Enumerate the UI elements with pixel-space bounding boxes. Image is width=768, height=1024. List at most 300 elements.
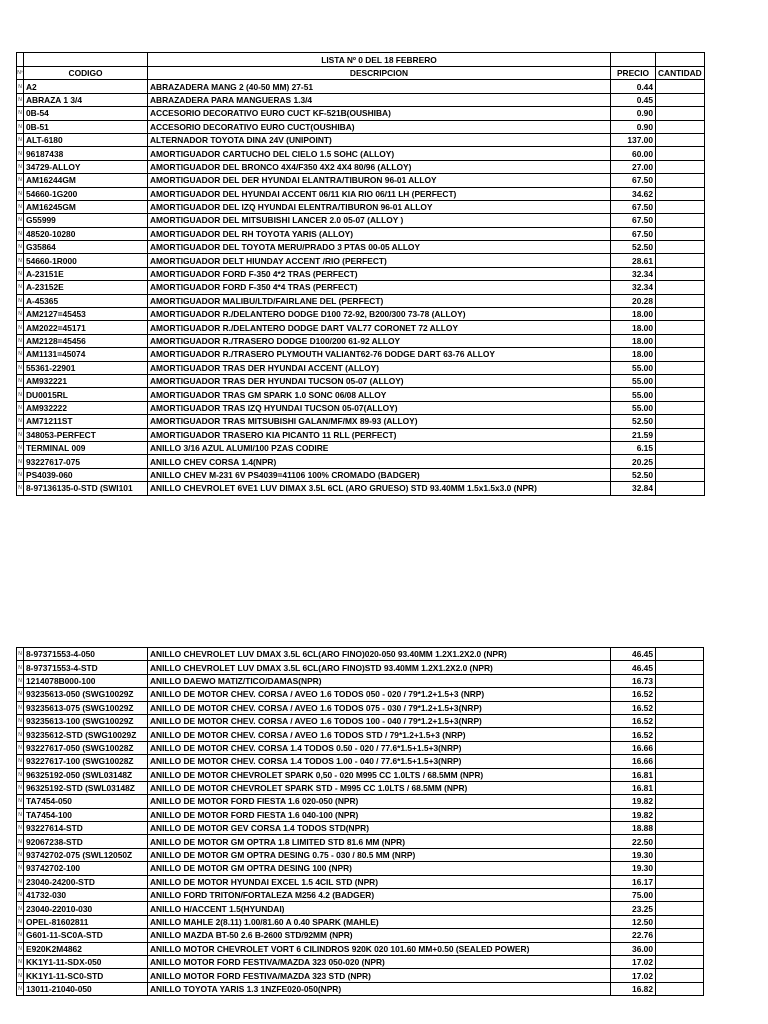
cantidad-cell[interactable] [656, 795, 704, 808]
codigo-cell: ALT-6180 [24, 133, 148, 146]
row-number-cell: N [17, 120, 24, 133]
row-number-cell: N [17, 374, 24, 387]
precio-cell: 6.15 [611, 441, 656, 454]
cantidad-cell[interactable] [656, 482, 705, 495]
codigo-cell: 93227617-075 [24, 455, 148, 468]
codigo-cell: KK1Y1-11-SDX-050 [24, 955, 148, 968]
row-number-cell: N [17, 822, 24, 835]
descripcion-cell: AMORTIGUADOR TRAS GM SPARK 1.0 SONC 06/08 ALLOY [148, 388, 611, 401]
codigo-cell: 93235612-STD (SWG10029Z [24, 728, 148, 741]
precio-cell: 20.28 [611, 294, 656, 307]
table-row [17, 728, 704, 741]
descripcion-cell: AMORTIGUADOR TRAS DER HYUNDAI TUCSON 05-07 (ALLOY) [148, 374, 611, 387]
descripcion-cell: ANILLO DE MOTOR GM OPTRA 1.8 LIMITED STD 81.6 MM (NPR) [148, 835, 611, 848]
title-cell-n [17, 53, 24, 67]
row-number-cell: N [17, 187, 24, 200]
table-row [17, 862, 704, 875]
table-row [17, 241, 705, 254]
row-number-cell: N [17, 281, 24, 294]
descripcion-cell: ACCESORIO DECORATIVO EURO CUCT(OUSHIBA) [148, 120, 611, 133]
descripcion-cell: AMORTIGUADOR R./TRASERO DODGE D100/200 61-92 ALLOY [148, 334, 611, 347]
precio-cell: 55.00 [611, 388, 656, 401]
row-number-cell: N [17, 929, 24, 942]
cantidad-cell[interactable] [656, 728, 704, 741]
codigo-cell: 96187438 [24, 147, 148, 160]
precio-cell: 0.90 [611, 107, 656, 120]
table-row [17, 200, 705, 213]
table-row [17, 982, 704, 995]
row-number-cell: N [17, 428, 24, 441]
descripcion-cell: ANILLO MOTOR FORD FESTIVA/MAZDA 323 050-020 (NPR) [148, 955, 611, 968]
codigo-cell: 8-97371553-4-STD [24, 661, 148, 674]
descripcion-cell: AMORTIGUADOR FORD F-350 4*4 TRAS (PERFECT) [148, 281, 611, 294]
cantidad-cell[interactable] [656, 862, 704, 875]
cantidad-cell[interactable] [656, 955, 704, 968]
codigo-cell: 93235613-100 (SWG10029Z [24, 714, 148, 727]
descripcion-cell: AMORTIGUADOR DEL MITSUBISHI LANCER 2.0 05-07 (ALLOY ) [148, 214, 611, 227]
descripcion-cell: ANILLO MAZDA BT-50 2.6 B-2600 STD/92MM (NPR) [148, 929, 611, 942]
table-row [17, 254, 705, 267]
precio-cell: 18.00 [611, 334, 656, 347]
table-row [17, 455, 705, 468]
table-row [17, 187, 705, 200]
table-row [17, 714, 704, 727]
descripcion-cell: ANILLO DE MOTOR CHEV. CORSA / AVEO 1.6 TODOS 050 - 020 / 79*1.2+1.5+3 (NRP) [148, 688, 611, 701]
row-number-cell: N [17, 174, 24, 187]
precio-cell: 55.00 [611, 361, 656, 374]
codigo-cell: 348053-PERFECT [24, 428, 148, 441]
cantidad-cell[interactable] [656, 187, 705, 200]
col-header-precio: PRECIO [611, 67, 656, 80]
table-row [17, 267, 705, 280]
precio-cell: 16.52 [611, 701, 656, 714]
precio-cell: 67.50 [611, 214, 656, 227]
table-row [17, 374, 705, 387]
descripcion-cell: ANILLO CHEVROLET LUV DMAX 3.5L 6CL(ARO FINO)020-050 93.40MM 1.2X1.2X2.0 (NPR) [148, 648, 611, 661]
table-row [17, 174, 705, 187]
codigo-cell: 93227617-100 (SWG10028Z [24, 755, 148, 768]
descripcion-cell: ANILLO DE MOTOR HYUNDAI EXCEL 1.5 4CIL STD (NPR) [148, 875, 611, 888]
precio-cell: 32.34 [611, 267, 656, 280]
precio-cell: 55.00 [611, 401, 656, 414]
cantidad-cell[interactable] [656, 942, 704, 955]
descripcion-cell: AMORTIGUADOR DEL DER HYUNDAI ELANTRA/TIBURON 96-01 ALLOY [148, 174, 611, 187]
precio-cell: 67.50 [611, 174, 656, 187]
codigo-cell: 13011-21040-050 [24, 982, 148, 995]
precio-cell: 22.50 [611, 835, 656, 848]
codigo-cell: AM71211ST [24, 415, 148, 428]
descripcion-cell: AMORTIGUADOR TRASERO KIA PICANTO 11 RLL (PERFECT) [148, 428, 611, 441]
table-row [17, 648, 704, 661]
codigo-cell: AM932221 [24, 374, 148, 387]
row-number-cell: N [17, 714, 24, 727]
title-cell-codigo [24, 53, 148, 67]
row-number-cell: N [17, 294, 24, 307]
title-cell-precio [611, 53, 656, 67]
descripcion-cell: AMORTIGUADOR TRAS IZQ HYUNDAI TUCSON 05-07(ALLOY) [148, 401, 611, 414]
precio-cell: 21.59 [611, 428, 656, 441]
cantidad-cell[interactable] [656, 388, 705, 401]
descripcion-cell: ANILLO MOTOR CHEVROLET VORT 6 CILINDROS 920K 020 101.60 MM+0.50 (SEALED POWER) [148, 942, 611, 955]
table-row [17, 214, 705, 227]
precio-cell: 16.52 [611, 714, 656, 727]
codigo-cell: TERMINAL 009 [24, 441, 148, 454]
descripcion-cell: ANILLO DE MOTOR CHEV. CORSA / AVEO 1.6 TODOS 100 - 040 / 79*1.2+1.5+3(NRP) [148, 714, 611, 727]
row-number-cell: N [17, 361, 24, 374]
descripcion-cell: AMORTIGUADOR TRAS DER HYUNDAI ACCENT (ALLOY) [148, 361, 611, 374]
cantidad-cell[interactable] [656, 714, 704, 727]
cantidad-cell[interactable] [656, 755, 704, 768]
table-row [17, 889, 704, 902]
codigo-cell: TA7454-100 [24, 808, 148, 821]
codigo-cell: 93742702-100 [24, 862, 148, 875]
codigo-cell: A-45365 [24, 294, 148, 307]
cantidad-cell[interactable] [656, 80, 705, 93]
descripcion-cell: ANILLO DAEWO MATIZ/TICO/DAMAS(NPR) [148, 674, 611, 687]
cantidad-cell[interactable] [656, 227, 705, 240]
table-row [17, 902, 704, 915]
precio-cell: 16.81 [611, 768, 656, 781]
table-row [17, 942, 704, 955]
descripcion-cell: ANILLO DE MOTOR CHEV. CORSA 1.4 TODOS 0.50 - 020 / 77.6*1.5+1.5+3(NRP) [148, 741, 611, 754]
codigo-cell: A-23152E [24, 281, 148, 294]
precio-cell: 75.00 [611, 889, 656, 902]
codigo-cell: AM1131=45074 [24, 348, 148, 361]
cantidad-cell[interactable] [656, 982, 704, 995]
descripcion-cell: ANILLO CHEV CORSA 1.4(NPR) [148, 455, 611, 468]
table-row [17, 848, 704, 861]
precio-cell: 67.50 [611, 200, 656, 213]
row-number-cell: N [17, 741, 24, 754]
precio-cell: 60.00 [611, 147, 656, 160]
codigo-cell: 23040-24200-STD [24, 875, 148, 888]
cantidad-cell[interactable] [656, 688, 704, 701]
col-header-cantidad: CANTIDAD [656, 67, 705, 80]
cantidad-cell[interactable] [656, 174, 705, 187]
table-row [17, 415, 705, 428]
descripcion-cell: AMORTIGUADOR R./TRASERO PLYMOUTH VALIANT62-76 DODGE DART 63-76 ALLOY [148, 348, 611, 361]
precio-cell: 16.17 [611, 875, 656, 888]
table-row [17, 281, 705, 294]
codigo-cell: AM16245GM [24, 200, 148, 213]
table-row [17, 294, 705, 307]
table-row [17, 661, 704, 674]
descripcion-cell: ANILLO 3/16 AZUL ALUMI/100 PZAS CODIRE [148, 441, 611, 454]
codigo-cell: AM16244GM [24, 174, 148, 187]
precio-cell: 0.45 [611, 93, 656, 106]
table-row [17, 401, 705, 414]
codigo-cell: 8-97136135-0-STD (SWI101 [24, 482, 148, 495]
descripcion-cell: AMORTIGUADOR DEL RH TOYOTA YARIS (ALLOY) [148, 227, 611, 240]
precio-cell: 16.81 [611, 781, 656, 794]
codigo-cell: 0B-51 [24, 120, 148, 133]
price-list-table-2 [16, 647, 704, 996]
cantidad-cell[interactable] [656, 648, 704, 661]
codigo-cell: PS4039-060 [24, 468, 148, 481]
cantidad-cell[interactable] [656, 428, 705, 441]
table-row [17, 348, 705, 361]
descripcion-cell: ANILLO DE MOTOR CHEVROLET SPARK 0,50 - 020 M995 CC 1.0LTS / 68.5MM (NPR) [148, 768, 611, 781]
precio-cell: 46.45 [611, 661, 656, 674]
row-number-cell: N [17, 482, 24, 495]
table-row [17, 133, 705, 146]
cantidad-cell[interactable] [656, 361, 705, 374]
list-title: LISTA Nº 0 DEL 18 FEBRERO [148, 53, 611, 67]
row-number-cell: N [17, 648, 24, 661]
descripcion-cell: ANILLO DE MOTOR FORD FIESTA 1.6 040-100 (NPR) [148, 808, 611, 821]
codigo-cell: 93227614-STD [24, 822, 148, 835]
descripcion-cell: AMORTIGUADOR DEL HYUNDAI ACCENT 06/11 KIA RIO 06/11 LH (PERFECT) [148, 187, 611, 200]
table-row [17, 755, 704, 768]
codigo-cell: AM2128=45456 [24, 334, 148, 347]
row-number-cell: N [17, 321, 24, 334]
table-row [17, 107, 705, 120]
table-row [17, 688, 704, 701]
cantidad-cell[interactable] [656, 374, 705, 387]
precio-cell: 20.25 [611, 455, 656, 468]
descripcion-cell: ANILLO FORD TRITON/FORTALEZA M256 4.2 (BADGER) [148, 889, 611, 902]
descripcion-cell: ANILLO H/ACCENT 1.5(HYUNDAI) [148, 902, 611, 915]
row-number-cell: N [17, 348, 24, 361]
precio-cell: 16.66 [611, 755, 656, 768]
descripcion-cell: ANILLO DE MOTOR GM OPTRA DESING 100 (NPR) [148, 862, 611, 875]
codigo-cell: KK1Y1-11-SC0-STD [24, 969, 148, 982]
row-number-cell: N [17, 915, 24, 928]
descripcion-cell: AMORTIGUADOR TRAS MITSUBISHI GALAN/MF/MX 89-93 (ALLOY) [148, 415, 611, 428]
row-number-cell: N [17, 795, 24, 808]
cantidad-cell[interactable] [656, 889, 704, 902]
codigo-cell: 55361-22901 [24, 361, 148, 374]
precio-cell: 23.25 [611, 902, 656, 915]
precio-cell: 19.82 [611, 795, 656, 808]
table-row [17, 969, 704, 982]
table-row [17, 875, 704, 888]
cantidad-cell[interactable] [656, 468, 705, 481]
table-row [17, 795, 704, 808]
codigo-cell: 41732-030 [24, 889, 148, 902]
cantidad-cell[interactable] [656, 214, 705, 227]
cantidad-cell[interactable] [656, 661, 704, 674]
table-row [17, 955, 704, 968]
table-row [17, 741, 704, 754]
row-number-cell: N [17, 862, 24, 875]
cantidad-cell[interactable] [656, 241, 705, 254]
descripcion-cell: AMORTIGUADOR DEL BRONCO 4X4/F350 4X2 4X4 80/96 (ALLOY) [148, 160, 611, 173]
cantidad-cell[interactable] [656, 348, 705, 361]
codigo-cell: A2 [24, 80, 148, 93]
table-row [17, 441, 705, 454]
precio-cell: 18.00 [611, 321, 656, 334]
descripcion-cell: AMORTIGUADOR R./DELANTERO DODGE DART VAL77 CORONET 72 ALLOY [148, 321, 611, 334]
precio-cell: 18.88 [611, 822, 656, 835]
precio-cell: 28.61 [611, 254, 656, 267]
row-number-cell: N [17, 214, 24, 227]
cantidad-cell[interactable] [656, 200, 705, 213]
table-row [17, 768, 704, 781]
precio-cell: 55.00 [611, 374, 656, 387]
codigo-cell: 96325192-050 (SWL03148Z [24, 768, 148, 781]
row-number-cell: N [17, 133, 24, 146]
descripcion-cell: ANILLO DE MOTOR CHEV. CORSA 1.4 TODOS 1.00 - 040 / 77.6*1.5+1.5+3(NRP) [148, 755, 611, 768]
descripcion-cell: ANILLO DE MOTOR GEV CORSA 1.4 TODOS STD(NPR) [148, 822, 611, 835]
descripcion-cell: ACCESORIO DECORATIVO EURO CUCT KF-521B(OUSHIBA) [148, 107, 611, 120]
descripcion-cell: ANILLO DE MOTOR CHEV. CORSA / AVEO 1.6 TODOS 075 - 030 / 79*1.2+1.5+3(NRP) [148, 701, 611, 714]
precio-cell: 19.30 [611, 862, 656, 875]
table-row [17, 929, 704, 942]
cantidad-cell[interactable] [656, 107, 705, 120]
precio-cell: 16.82 [611, 982, 656, 995]
table-row [17, 428, 705, 441]
cantidad-cell[interactable] [656, 334, 705, 347]
table-row [17, 334, 705, 347]
cantidad-cell[interactable] [656, 848, 704, 861]
row-number-cell: N [17, 982, 24, 995]
cantidad-cell[interactable] [656, 415, 705, 428]
cantidad-cell[interactable] [656, 674, 704, 687]
cantidad-cell[interactable] [656, 160, 705, 173]
table-row [17, 321, 705, 334]
row-number-cell: N [17, 955, 24, 968]
table-row [17, 120, 705, 133]
codigo-cell: 92067238-STD [24, 835, 148, 848]
row-number-cell: N [17, 755, 24, 768]
row-number-cell: N [17, 267, 24, 280]
cantidad-cell[interactable] [656, 701, 704, 714]
cantidad-cell[interactable] [656, 93, 705, 106]
cantidad-cell[interactable] [656, 915, 704, 928]
cantidad-cell[interactable] [656, 401, 705, 414]
row-number-cell: N [17, 468, 24, 481]
cantidad-cell[interactable] [656, 929, 704, 942]
codigo-cell: G55999 [24, 214, 148, 227]
cantidad-cell[interactable] [656, 741, 704, 754]
descripcion-cell: AMORTIGUADOR R./DELANTERO DODGE D100 72-92, B200/300 73-78 (ALLOY) [148, 308, 611, 321]
table-row [17, 808, 704, 821]
col-header-codigo: CODIGO [24, 67, 148, 80]
precio-cell: 16.66 [611, 741, 656, 754]
row-number-cell: N [17, 388, 24, 401]
codigo-cell: 54660-1G200 [24, 187, 148, 200]
descripcion-cell: ANILLO CHEVROLET 6VE1 LUV DIMAX 3.5L 6CL (ARO GRUESO) STD 93.40MM 1.5x1.5x3.0 (NPR) [148, 482, 611, 495]
row-number-cell: N [17, 969, 24, 982]
row-number-cell: N [17, 241, 24, 254]
codigo-cell: A-23151E [24, 267, 148, 280]
descripcion-cell: AMORTIGUADOR DELT HIUNDAY ACCENT /RIO (PERFECT) [148, 254, 611, 267]
cantidad-cell[interactable] [656, 969, 704, 982]
precio-cell: 17.02 [611, 955, 656, 968]
cantidad-cell[interactable] [656, 254, 705, 267]
title-row [17, 53, 705, 67]
title-cell-cantidad [656, 53, 705, 67]
cantidad-cell[interactable] [656, 321, 705, 334]
cantidad-cell[interactable] [656, 308, 705, 321]
table-row [17, 835, 704, 848]
precio-cell: 67.50 [611, 227, 656, 240]
cantidad-cell[interactable] [656, 835, 704, 848]
cantidad-cell[interactable] [656, 267, 705, 280]
descripcion-cell: ANILLO MAHLE 2(8.11) 1.00/81.60 A 0.40 SPARK (MAHLE) [148, 915, 611, 928]
codigo-cell: G35864 [24, 241, 148, 254]
cantidad-cell[interactable] [656, 902, 704, 915]
cantidad-cell[interactable] [656, 781, 704, 794]
row-number-cell: N [17, 200, 24, 213]
codigo-cell: DU0015RL [24, 388, 148, 401]
col-header-descripcion: DESCRIPCION [148, 67, 611, 80]
precio-cell: 16.73 [611, 674, 656, 687]
codigo-cell: AM2127=45453 [24, 308, 148, 321]
cantidad-cell[interactable] [656, 875, 704, 888]
descripcion-cell: ABRAZADERA MANG 2 (40-50 MM) 27-51 [148, 80, 611, 93]
row-number-cell: N [17, 80, 24, 93]
table-row [17, 468, 705, 481]
table-row [17, 482, 705, 495]
codigo-cell: 48520-10280 [24, 227, 148, 240]
table-row [17, 674, 704, 687]
cantidad-cell[interactable] [656, 808, 704, 821]
cantidad-cell[interactable] [656, 281, 705, 294]
table-row [17, 147, 705, 160]
precio-cell: 0.90 [611, 120, 656, 133]
header-row [17, 67, 705, 80]
precio-cell: 18.00 [611, 308, 656, 321]
cantidad-cell[interactable] [656, 822, 704, 835]
table-row [17, 93, 705, 106]
codigo-cell: 93742702-075 (SWL12050Z [24, 848, 148, 861]
row-number-cell: N [17, 728, 24, 741]
table-row [17, 822, 704, 835]
precio-cell: 46.45 [611, 648, 656, 661]
cantidad-cell[interactable] [656, 147, 705, 160]
precio-cell: 27.00 [611, 160, 656, 173]
cantidad-cell[interactable] [656, 768, 704, 781]
row-number-cell: N [17, 401, 24, 414]
col-header-n: Nº [17, 67, 24, 80]
precio-cell: 32.84 [611, 482, 656, 495]
row-number-cell: N [17, 455, 24, 468]
codigo-cell: G601-11-SC0A-STD [24, 929, 148, 942]
cantidad-cell[interactable] [656, 133, 705, 146]
precio-cell: 137.00 [611, 133, 656, 146]
table-row [17, 361, 705, 374]
cantidad-cell[interactable] [656, 441, 705, 454]
descripcion-cell: ANILLO DE MOTOR GM OPTRA DESING 0.75 - 030 / 80.5 MM (NRP) [148, 848, 611, 861]
row-number-cell: N [17, 441, 24, 454]
row-number-cell: N [17, 848, 24, 861]
precio-cell: 0.44 [611, 80, 656, 93]
descripcion-cell: AMORTIGUADOR DEL IZQ HYUNDAI ELENTRA/TIBURON 96-01 ALLOY [148, 200, 611, 213]
descripcion-cell: AMORTIGUADOR MALIBU/LTD/FAIRLANE DEL (PERFECT) [148, 294, 611, 307]
descripcion-cell: ANILLO CHEVROLET LUV DMAX 3.5L 6CL(ARO FINO)STD 93.40MM 1.2X1.2X2.0 (NPR) [148, 661, 611, 674]
descripcion-cell: ALTERNADOR TOYOTA DINA 24V (UNIPOINT) [148, 133, 611, 146]
row-number-cell: N [17, 902, 24, 915]
cantidad-cell[interactable] [656, 294, 705, 307]
codigo-cell: AM932222 [24, 401, 148, 414]
codigo-cell: 34729-ALLOY [24, 160, 148, 173]
precio-cell: 16.52 [611, 728, 656, 741]
cantidad-cell[interactable] [656, 455, 705, 468]
descripcion-cell: AMORTIGUADOR CARTUCHO DEL CIELO 1.5 SOHC (ALLOY) [148, 147, 611, 160]
row-number-cell: N [17, 415, 24, 428]
row-number-cell: N [17, 688, 24, 701]
codigo-cell: OPEL-81602811 [24, 915, 148, 928]
row-number-cell: N [17, 308, 24, 321]
codigo-cell: 93227617-050 (SWG10028Z [24, 741, 148, 754]
row-number-cell: N [17, 160, 24, 173]
row-number-cell: N [17, 107, 24, 120]
table-row [17, 701, 704, 714]
precio-cell: 18.00 [611, 348, 656, 361]
cantidad-cell[interactable] [656, 120, 705, 133]
